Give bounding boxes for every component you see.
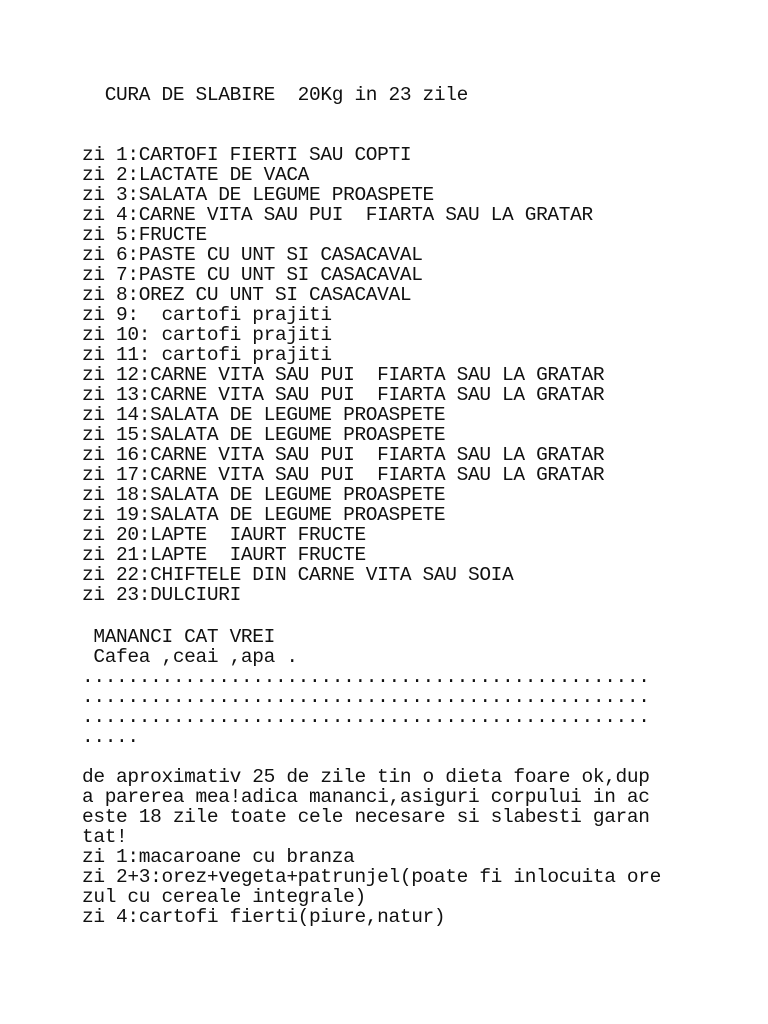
day-line: zi 8:OREZ CU UNT SI CASACAVAL — [82, 284, 412, 306]
text-line: a parerea mea!adica mananci,asiguri corpului in ac — [82, 786, 650, 808]
day-line: zi 4:CARNE VITA SAU PUI FIARTA SAU LA GRATAR — [82, 204, 593, 226]
day-line: zi 18:SALATA DE LEGUME PROASPETE — [82, 484, 446, 506]
day-line: zi 6:PASTE CU UNT SI CASACAVAL — [82, 244, 423, 266]
text-line: zi 4:cartofi fierti(piure,natur) — [82, 906, 446, 928]
day-line: zi 1:CARTOFI FIERTI SAU COPTI — [82, 144, 412, 166]
text-line: zul cu cereale integrale) — [82, 886, 366, 908]
text-line: zi 1:macaroane cu branza — [82, 846, 355, 868]
text-line: tat! — [82, 826, 128, 848]
day-line: zi 11: cartofi prajiti — [82, 344, 332, 366]
day-line: zi 17:CARNE VITA SAU PUI FIARTA SAU LA GRATAR — [82, 464, 605, 486]
day-line: zi 15:SALATA DE LEGUME PROASPETE — [82, 424, 446, 446]
day-line: zi 19:SALATA DE LEGUME PROASPETE — [82, 504, 446, 526]
day-line: zi 20:LAPTE IAURT FRUCTE — [82, 524, 366, 546]
day-line: zi 7:PASTE CU UNT SI CASACAVAL — [82, 264, 423, 286]
text-line: de aproximativ 25 de zile tin o dieta foare ok,dup — [82, 766, 650, 788]
day-line: zi 21:LAPTE IAURT FRUCTE — [82, 544, 366, 566]
day-line: zi 12:CARNE VITA SAU PUI FIARTA SAU LA GRATAR — [82, 364, 605, 386]
day-line: zi 13:CARNE VITA SAU PUI FIARTA SAU LA GRATAR — [82, 384, 605, 406]
dots-line: .................................................. — [82, 666, 650, 688]
document-title: CURA DE SLABIRE 20Kg in 23 zile — [82, 84, 468, 106]
day-line: zi 14:SALATA DE LEGUME PROASPETE — [82, 404, 446, 426]
text-line: este 18 zile toate cele necesare si slabesti garan — [82, 806, 650, 828]
day-line: zi 22:CHIFTELE DIN CARNE VITA SAU SOIA — [82, 564, 514, 586]
diet-days-list — [0, 144, 605, 606]
notes-block — [0, 626, 650, 748]
day-line: zi 10: cartofi prajiti — [82, 324, 332, 346]
day-line: zi 2:LACTATE DE VACA — [82, 164, 310, 186]
note-line: MANANCI CAT VREI — [82, 626, 275, 648]
text-line: zi 2+3:orez+vegeta+patrunjel(poate fi inlocuita ore — [82, 866, 661, 888]
dots-line: .................................................. — [82, 686, 650, 708]
day-line: zi 5:FRUCTE — [82, 224, 207, 246]
note-line: Cafea ,ceai ,apa . — [82, 646, 298, 668]
day-line: zi 23:DULCIURI — [82, 584, 241, 606]
day-line: zi 16:CARNE VITA SAU PUI FIARTA SAU LA GRATAR — [82, 444, 605, 466]
day-line: zi 3:SALATA DE LEGUME PROASPETE — [82, 184, 434, 206]
day-line: zi 9: cartofi prajiti — [82, 304, 332, 326]
dots-line: ..... — [82, 726, 139, 748]
dots-line: .................................................. — [82, 706, 650, 728]
paragraph-block — [0, 766, 661, 928]
